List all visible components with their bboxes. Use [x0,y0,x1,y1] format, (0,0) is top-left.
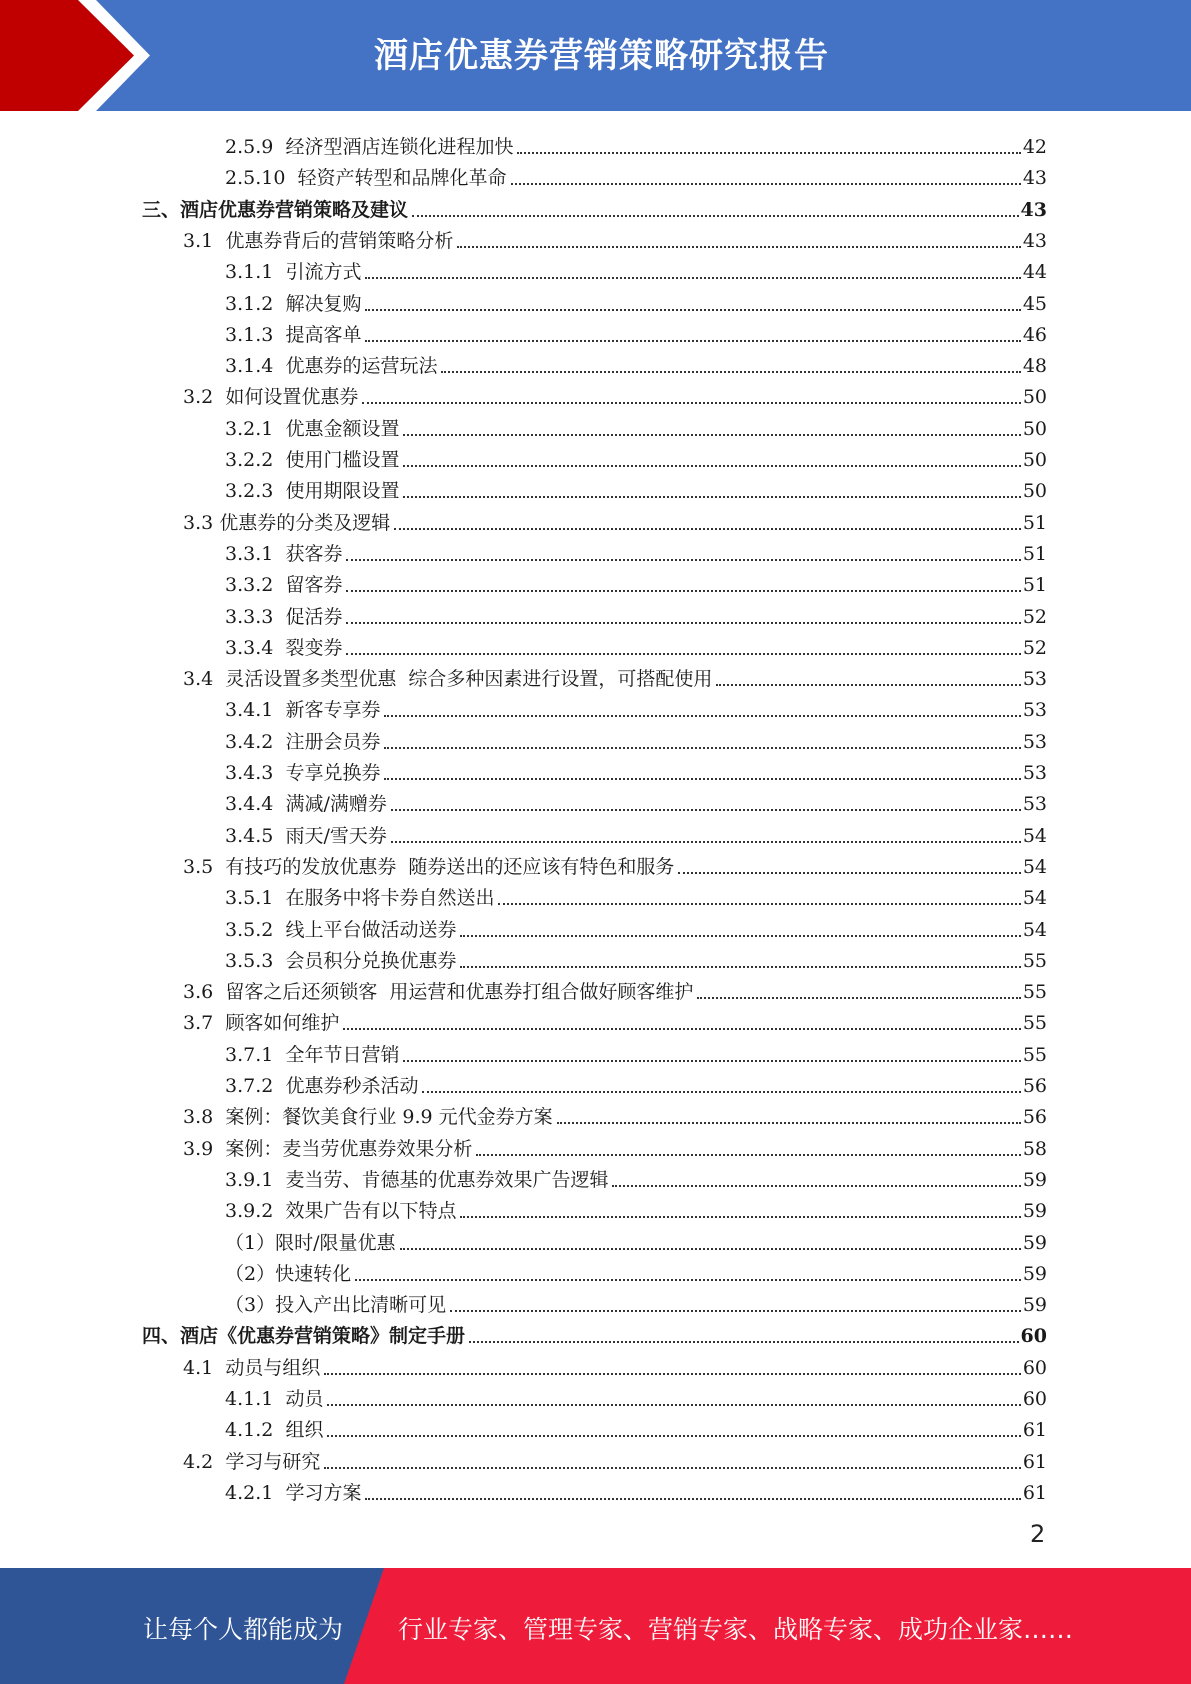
toc-entry-page: 50 [1022,449,1047,471]
toc-entry-page: 59 [1022,1294,1047,1317]
toc-entry-title: 麦当劳、肯德基的优惠券效果广告逻辑 [285,1168,609,1191]
toc-entry-page: 61 [1022,1419,1047,1442]
toc-entry-page: 54 [1022,855,1047,878]
toc-entry-title: 专享兑换券 [285,762,381,784]
toc-entry[interactable] [225,911,1047,942]
toc-entry[interactable] [225,1192,1047,1223]
footer-slogan-left: 让每个人都能成为 [143,1615,344,1644]
toc-dot-leader [324,1373,1020,1375]
toc-entry-number: 3.7 [183,1012,214,1035]
toc-entry-page: 58 [1022,1137,1047,1160]
toc-entry[interactable] [225,285,1047,316]
toc-entry[interactable] [225,441,1047,472]
toc-entry-page: 60 [1022,1356,1047,1379]
toc-entry-number: 3.7.1 [225,1043,274,1066]
toc-entry-page: 46 [1022,323,1047,346]
toc-entry-number: 3.9 [183,1137,214,1160]
toc-entry-page: 43 [1022,167,1047,190]
toc-entry-page: 51 [1022,511,1047,534]
toc-entry-number: 3.6 [183,981,214,1004]
toc-entry-number: 3.5 [183,855,214,878]
toc-entry-page: 50 [1022,480,1047,503]
toc-entry-title: 优惠券的运营玩法 [285,355,438,378]
toc-entry-number: 3.4.2 [225,730,274,753]
toc-entry-title: （2）快速转化 [225,1262,352,1285]
toc-entry-title: 优惠券秒杀活动 [285,1075,419,1097]
toc-entry[interactable] [183,1130,1047,1161]
toc-entry[interactable] [225,1380,1047,1411]
toc-dot-leader [557,1122,1021,1124]
toc-entry[interactable] [225,879,1047,910]
toc-entry-title: 留客券 [285,574,343,597]
toc-entry-page: 53 [1022,730,1047,753]
toc-dot-leader [394,528,1021,530]
toc-dot-leader [384,715,1020,717]
toc-entry[interactable] [225,817,1047,848]
toc-dot-leader [365,309,1020,311]
toc-entry-page: 55 [1022,949,1047,972]
toc-entry-title: 会员积分兑换优惠券 [285,949,457,972]
toc-entry-number: 3.4.3 [225,762,274,784]
toc-entry-title: 案例：麦当劳优惠券效果分析 [225,1137,473,1160]
toc-entry[interactable] [183,1004,1047,1035]
toc-entry[interactable] [183,660,1047,691]
toc-dot-leader [384,747,1020,749]
toc-dot-leader [400,1248,1021,1250]
toc-dot-leader [346,622,1020,624]
toc-entry-title: 优惠金额设置 [285,417,400,440]
toc-entry-number: 3.7.2 [225,1075,274,1097]
toc-entry-title: 全年节日营销 [285,1043,400,1066]
toc-entry-title: 使用期限设置 [285,480,400,503]
toc-dot-leader [384,778,1020,780]
toc-entry-title: 经济型酒店连锁化进程加快 [285,136,514,158]
toc-entry-title: 线上平台做活动送券 [285,918,457,941]
toc-entry-number: 3.1 [183,229,214,252]
toc-dot-leader [403,465,1020,467]
toc-entry-page: 48 [1022,355,1047,378]
toc-entry-page: 59 [1022,1200,1047,1223]
toc-entry-number: 3.2 [183,386,214,409]
toc-entry-number: 3.1.1 [225,261,274,284]
toc-entry[interactable] [183,378,1047,409]
toc-entry-number: 4.2 [183,1450,214,1473]
toc-entry-number: 3.3.2 [225,574,274,597]
toc-dot-leader [476,1154,1020,1156]
toc-dot-leader [365,1498,1020,1500]
document-title: 酒店优惠券营销策略研究报告 [374,36,829,76]
toc-entry[interactable] [183,973,1047,1004]
toc-dot-leader [346,590,1020,592]
footer-slogan-right: 行业专家、管理专家、营销专家、战略专家、成功企业家…… [398,1615,1074,1644]
toc-entry[interactable] [225,598,1047,629]
toc-entry[interactable] [225,472,1047,503]
toc-dot-leader [498,903,1020,905]
toc-entry-page: 52 [1022,605,1047,628]
toc-entry-page: 55 [1022,1043,1047,1066]
toc-dot-leader [403,1060,1020,1062]
toc-entry-number: 3.3.1 [225,542,274,565]
toc-entry-number: 3.3.3 [225,605,274,628]
toc-dot-leader [365,277,1020,279]
toc-entry-title: 获客券 [285,542,343,565]
toc-entry-title: 如何设置优惠券 [225,386,359,409]
toc-entry-title: 留客之后还须锁客 用运营和优惠券打组合做好顾客维护 [225,981,694,1004]
toc-entry-title: 顾客如何维护 [225,1012,340,1035]
toc-entry-number: 4.2.1 [225,1481,274,1504]
toc-entry-title: 组织 [285,1419,324,1442]
toc-dot-leader [391,809,1021,811]
toc-entry[interactable] [142,1317,1047,1348]
toc-dot-leader [460,935,1020,937]
toc-dot-leader [441,371,1020,373]
toc-entry-page: 43 [1020,198,1047,221]
page-footer [0,1568,1191,1684]
toc-entry[interactable] [225,1474,1047,1505]
toc-entry-title: （1）限时/限量优惠 [225,1231,396,1254]
toc-entry-page: 43 [1022,229,1047,252]
toc-dot-leader [391,841,1021,843]
toc-entry-page: 55 [1022,1012,1047,1035]
toc-entry-number: 3.4.1 [225,699,274,722]
toc-entry-title: 雨天/雪天券 [285,824,387,847]
toc-entry[interactable] [225,1067,1047,1098]
toc-entry-title: 有技巧的发放优惠券 随券送出的还应该有特色和服务 [225,855,675,878]
toc-entry-number: 3.2.3 [225,480,274,503]
toc-entry-title: 四、酒店《优惠券营销策略》制定手册 [142,1325,466,1348]
toc-dot-leader [346,559,1020,561]
toc-dot-leader [716,684,1020,686]
page-header [0,0,1191,111]
toc-dot-leader [460,966,1020,968]
toc-dot-leader [327,1435,1020,1437]
toc-entry-page: 54 [1022,887,1047,910]
toc-entry-title: 轻资产转型和品牌化革命 [297,167,507,190]
toc-entry[interactable] [225,535,1047,566]
toc-dot-leader [346,653,1020,655]
toc-entry-title: 3.3 优惠券的分类及逻辑 [183,511,391,534]
toc-entry-title: 三、酒店优惠券营销策略及建议 [142,198,409,221]
toc-entry-number: 3.9.1 [225,1168,274,1191]
toc-dot-leader [365,340,1020,342]
toc-entry-title: 学习方案 [285,1481,362,1504]
toc-entry-title: 解决复购 [285,292,362,315]
toc-entry-page: 51 [1022,542,1047,565]
toc-entry-page: 44 [1022,261,1047,284]
toc-dot-leader [412,215,1019,217]
toc-entry-number: 3.5.2 [225,918,274,941]
toc-entry-title: 注册会员券 [285,730,381,753]
toc-entry-page: 53 [1022,668,1047,691]
toc-entry[interactable] [225,1036,1047,1067]
toc-entry-page: 53 [1022,762,1047,784]
toc-entry-number: 2.5.9 [225,136,274,158]
toc-dot-leader [327,1404,1020,1406]
toc-entry[interactable] [225,128,1047,159]
toc-entry-title: 动员 [285,1388,324,1410]
toc-dot-leader [343,1028,1020,1030]
toc-entry-title: 使用门槛设置 [285,449,400,471]
toc-entry[interactable] [225,316,1047,347]
toc-entry[interactable] [225,410,1047,441]
toc-entry-title: 优惠券背后的营销策略分析 [225,229,454,252]
toc-entry[interactable] [183,848,1047,879]
toc-entry[interactable] [225,1411,1047,1442]
toc-entry-number: 2.5.10 [225,167,286,190]
toc-entry-number: 3.4 [183,668,214,691]
toc-entry-page: 59 [1022,1262,1047,1285]
toc-entry[interactable] [225,1161,1047,1192]
toc-entry-page: 53 [1022,793,1047,816]
toc-entry-page: 61 [1022,1450,1047,1473]
toc-entry-number: 3.5.1 [225,887,274,910]
toc-entry-page: 52 [1022,636,1047,659]
toc-dot-leader [422,1091,1020,1093]
toc-entry[interactable] [225,1255,1047,1286]
toc-dot-leader [511,183,1021,185]
toc-entry-title: 引流方式 [285,261,362,284]
toc-entry[interactable] [225,723,1047,754]
toc-entry-number: 3.1.2 [225,292,274,315]
toc-entry-page: 53 [1022,699,1047,722]
toc-entry-number: 3.1.3 [225,323,274,346]
toc-entry[interactable] [225,159,1047,190]
toc-entry[interactable] [183,1098,1047,1129]
toc-entry-number: 3.2.1 [225,417,274,440]
toc-entry-title: 满减/满赠券 [285,793,387,816]
toc-entry[interactable] [225,754,1047,785]
toc-dot-leader [678,872,1020,874]
toc-entry[interactable] [225,942,1047,973]
toc-dot-leader [403,434,1020,436]
toc-entry-page: 60 [1020,1325,1047,1348]
toc-entry[interactable] [183,222,1047,253]
toc-entry-page: 55 [1022,981,1047,1004]
toc-entry-title: 提高客单 [285,323,362,346]
toc-entry-page: 61 [1022,1481,1047,1504]
toc-entry[interactable] [225,629,1047,660]
toc-entry[interactable] [225,253,1047,284]
toc-entry[interactable] [225,566,1047,597]
toc-entry-page: 59 [1022,1168,1047,1191]
toc-entry[interactable] [183,1443,1047,1474]
toc-entry-page: 54 [1022,824,1047,847]
toc-entry[interactable] [183,504,1047,535]
toc-dot-leader [697,997,1020,999]
toc-entry-number: 3.4.4 [225,793,274,816]
toc-entry-number: 4.1.2 [225,1419,274,1442]
page-number: 2 [1030,1520,1046,1548]
toc-dot-leader [460,1216,1020,1218]
toc-entry-title: 促活券 [285,605,343,628]
toc-entry-page: 56 [1022,1106,1047,1129]
toc-entry-title: 裂变券 [285,636,343,659]
toc-entry-page: 42 [1022,136,1047,158]
toc-entry-page: 45 [1022,292,1047,315]
toc-entry-number: 3.9.2 [225,1200,274,1223]
toc-entry-page: 56 [1022,1075,1047,1097]
toc-entry[interactable] [225,1224,1047,1255]
toc-entry-page: 54 [1022,918,1047,941]
toc-entry-title: 学习与研究 [225,1450,321,1473]
toc-entry-title: 在服务中将卡券自然送出 [285,887,495,910]
toc-entry-page: 50 [1022,386,1047,409]
toc-entry-title: 动员与组织 [225,1356,321,1379]
toc-entry[interactable] [225,785,1047,816]
toc-entry-number: 3.5.3 [225,949,274,972]
toc-entry-number: 4.1.1 [225,1388,274,1410]
toc-entry-page: 51 [1022,574,1047,597]
toc-dot-leader [324,1467,1020,1469]
toc-dot-leader [355,1279,1021,1281]
toc-dot-leader [457,246,1020,248]
toc-dot-leader [612,1185,1020,1187]
toc-entry-number: 3.2.2 [225,449,274,471]
toc-entry-page: 50 [1022,417,1047,440]
toc-entry-number: 3.8 [183,1106,214,1129]
toc-entry[interactable] [225,1286,1047,1317]
toc-entry[interactable] [225,691,1047,722]
toc-dot-leader [362,402,1020,404]
toc-entry-number: 4.1 [183,1356,214,1379]
toc-entry-title: 效果广告有以下特点 [285,1200,457,1223]
toc-entry-title: 新客专享券 [285,699,381,722]
toc-entry-title: 案例：餐饮美食行业 9.9 元代金券方案 [225,1106,553,1129]
toc-dot-leader [403,496,1020,498]
toc-entry[interactable] [142,191,1047,222]
toc-dot-leader [450,1310,1021,1312]
toc-entry-title: （3）投入产出比清晰可见 [225,1294,447,1317]
toc-entry-number: 3.4.5 [225,824,274,847]
toc-dot-leader [469,1341,1019,1343]
toc-dot-leader [517,152,1020,154]
toc-entry[interactable] [225,347,1047,378]
toc-entry-number: 3.1.4 [225,355,274,378]
toc-entry-page: 60 [1022,1388,1047,1410]
toc-entry-number: 3.3.4 [225,636,274,659]
toc-entry[interactable] [183,1349,1047,1380]
toc-entry-title: 灵活设置多类型优惠 综合多种因素进行设置，可搭配使用 [225,668,713,691]
toc-entry-page: 59 [1022,1231,1047,1254]
